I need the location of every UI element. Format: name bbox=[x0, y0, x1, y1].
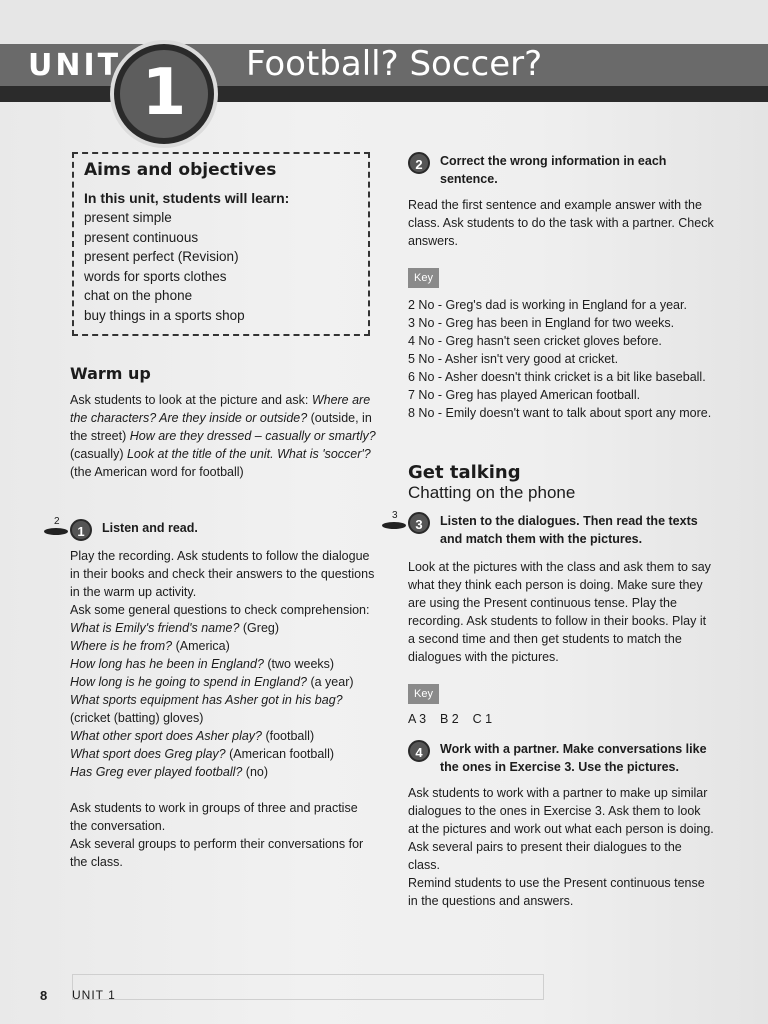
aims-box bbox=[72, 152, 370, 336]
page-number: 8 bbox=[40, 988, 48, 1003]
aims-item: present continuous bbox=[84, 229, 199, 245]
warmup-text-part: (the American word for football) bbox=[70, 465, 244, 479]
warmup-question: Look at the title of the unit. What is 'soccer'? bbox=[126, 447, 371, 461]
key-item: 6 No - Asher doesn't think cricket is a bit like baseball. bbox=[408, 370, 706, 384]
aims-item: chat on the phone bbox=[84, 288, 193, 303]
key-item: 7 No - Greg has played American football. bbox=[408, 388, 641, 402]
exercise-number-badge: 2 bbox=[408, 152, 430, 174]
footer-box bbox=[72, 974, 544, 1000]
aims-item: buy things in a sports shop bbox=[84, 307, 245, 323]
exercise-2-header bbox=[408, 152, 710, 188]
aims-intro: In this unit, students will learn: bbox=[84, 190, 290, 206]
qa-line bbox=[70, 673, 376, 691]
warmup-text-part: (casually) bbox=[70, 447, 127, 461]
cd-track-number: 3 bbox=[392, 510, 398, 521]
unit-title: Football? Soccer? bbox=[246, 44, 543, 84]
comprehension-question: What sport does Greg play? bbox=[70, 747, 226, 761]
exercise-1-paragraph: Ask some general questions to check comprehension: bbox=[70, 603, 370, 617]
key-item: 5 No - Asher isn't very good at cricket. bbox=[408, 352, 619, 366]
qa-line bbox=[70, 691, 376, 727]
exercise-2-paragraph: Read the first sentence and example answer with the class. Ask students to do the task with a partner. Check answers. bbox=[408, 198, 714, 248]
cd-disc-icon bbox=[382, 522, 406, 529]
header-top bbox=[0, 0, 768, 44]
aims-list bbox=[84, 208, 358, 325]
qa-line bbox=[70, 655, 376, 673]
comprehension-answer: (no) bbox=[242, 765, 269, 779]
key-list bbox=[408, 296, 714, 422]
exercise-1-header bbox=[70, 519, 198, 541]
warmup-section bbox=[70, 365, 376, 481]
comprehension-answer: (Greg) bbox=[239, 621, 280, 635]
exercise-1-paragraph: Ask several groups to perform their conversations for the class. bbox=[70, 837, 364, 869]
comprehension-answer: (football) bbox=[262, 729, 315, 743]
key-item: 2 No - Greg's dad is working in England for a year. bbox=[408, 298, 687, 312]
exercise-3-title: Listen to the dialogues. Then read the texts and match them with the pictures. bbox=[440, 514, 698, 546]
exercise-1-body bbox=[70, 547, 376, 871]
exercise-1-paragraph: Play the recording. Ask students to follow the dialogue in their books and check their answers to the questions in the warm up activity. bbox=[70, 549, 375, 599]
aims-item: words for sports clothes bbox=[84, 268, 227, 284]
comprehension-answer: (America) bbox=[172, 639, 230, 653]
key-item: 8 No - Emily doesn't want to talk about sport any more. bbox=[408, 406, 712, 420]
get-talking-subheading: Chatting on the phone bbox=[408, 483, 576, 502]
unit-number: 1 bbox=[141, 56, 187, 130]
exercise-number-badge: 1 bbox=[70, 519, 92, 541]
exercise-4-paragraph: Ask students to work with a partner to make up similar dialogues to the ones in Exercise 3. Ask them to look at the pictures and work out what each person is doing. bbox=[408, 786, 714, 836]
exercise-3-body bbox=[408, 558, 714, 728]
comprehension-question: What is Emily's friend's name? bbox=[70, 621, 240, 635]
exercise-4-paragraph: Remind students to use the Present continuous tense in the questions and answers. bbox=[408, 876, 705, 908]
key-answers: A 3 B 2 C 1 bbox=[408, 712, 493, 726]
exercise-3-header bbox=[408, 512, 720, 548]
exercise-4-paragraph: Ask several pairs to present their dialogues to the class. bbox=[408, 840, 682, 872]
cd-disc-icon bbox=[44, 528, 68, 535]
warmup-question: Where are the characters? Are they inside or outside? bbox=[70, 393, 371, 425]
exercise-4-header bbox=[408, 740, 725, 776]
get-talking-section bbox=[408, 464, 714, 504]
exercise-number-badge: 4 bbox=[408, 740, 430, 762]
comprehension-answer: (two weeks) bbox=[263, 657, 335, 671]
exercise-number-badge: 3 bbox=[408, 512, 430, 534]
warmup-text bbox=[70, 391, 376, 481]
cd-icon bbox=[382, 510, 406, 528]
warmup-question: How are they dressed – casually or smartly? bbox=[129, 429, 376, 443]
cd-track-number: 2 bbox=[54, 516, 60, 527]
footer-unit-label: UNIT 1 bbox=[72, 988, 116, 1002]
comprehension-answer: (a year) bbox=[306, 675, 354, 689]
key-item: 3 No - Greg has been in England for two weeks. bbox=[408, 316, 675, 330]
qa-line bbox=[70, 619, 376, 637]
qa-line bbox=[70, 763, 376, 781]
cd-icon bbox=[44, 516, 68, 534]
exercise-4-body bbox=[408, 784, 714, 910]
key-item: 4 No - Greg hasn't seen cricket gloves before. bbox=[408, 334, 662, 348]
exercise-4-title: Work with a partner. Make conversations like the ones in Exercise 3. Use the pictures. bbox=[440, 742, 707, 774]
comprehension-question: Has Greg ever played football? bbox=[70, 765, 243, 779]
unit-label: UNIT bbox=[28, 48, 122, 83]
comprehension-question: How long has he been in England? bbox=[70, 657, 264, 671]
comprehension-question: What sports equipment has Asher got in his bag? bbox=[70, 693, 343, 707]
qa-line bbox=[70, 745, 376, 763]
key-badge: Key bbox=[408, 684, 439, 704]
warmup-text-part: (outside, in the street) bbox=[70, 411, 372, 443]
warmup-text-part: Ask students to look at the picture and ask: bbox=[70, 393, 312, 407]
exercise-2-body bbox=[408, 196, 714, 422]
qa-line bbox=[70, 637, 376, 655]
get-talking-heading: Get talking bbox=[408, 462, 521, 483]
unit-number-badge bbox=[114, 44, 214, 144]
aims-item: present simple bbox=[84, 210, 172, 225]
exercise-3-paragraph: Look at the pictures with the class and ask them to say what they think each person is doing. Make sure they are using the Present continuous tense. Play the recording. Ask students to follow in their books. Play it a second time and then get students to match the dialogues with the pictures. bbox=[408, 560, 711, 664]
comprehension-answer: (American football) bbox=[225, 747, 335, 761]
qa-line bbox=[70, 727, 376, 745]
comprehension-answer: (cricket (batting) gloves) bbox=[70, 711, 204, 725]
exercise-2-title: Correct the wrong information in each sentence. bbox=[440, 154, 667, 186]
comprehension-question: How long is he going to spend in England? bbox=[70, 675, 307, 689]
aims-item: present perfect (Revision) bbox=[84, 249, 239, 264]
aims-heading: Aims and objectives bbox=[84, 160, 277, 180]
exercise-1-paragraph: Ask students to work in groups of three and practise the conversation. bbox=[70, 801, 358, 833]
warmup-heading: Warm up bbox=[70, 364, 151, 383]
key-badge: Key bbox=[408, 268, 439, 288]
comprehension-question: What other sport does Asher play? bbox=[70, 729, 262, 743]
exercise-1-title: Listen and read. bbox=[102, 521, 198, 535]
comprehension-question: Where is he from? bbox=[70, 639, 173, 653]
